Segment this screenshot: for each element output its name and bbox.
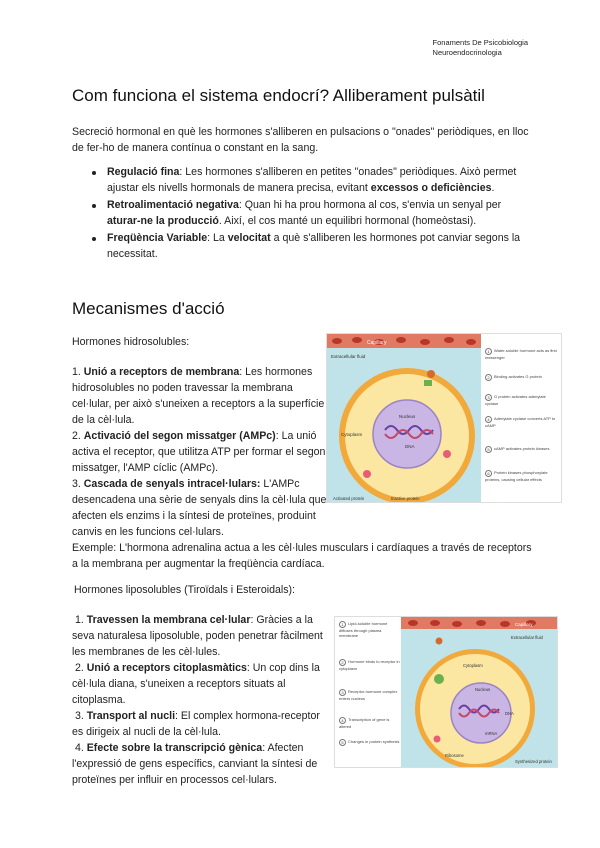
activated-protein-label: Activated protein bbox=[333, 496, 365, 501]
step-text: : Un cop dins la cèl·lula diana, s'uneixen a receptors situats al citoplasma. bbox=[72, 662, 320, 706]
step-item bbox=[72, 708, 332, 740]
legend-item: 4 Adenylate cyclase converts ATP to cAMP bbox=[485, 416, 556, 428]
step-text: : Les hormones hidrosolubles no poden travessar la membrana cel·lular, per això s'uneixen a receptors a la superfície de la cèl·lula. bbox=[72, 366, 325, 426]
figure-legend bbox=[481, 334, 561, 502]
step-number: 1. bbox=[74, 614, 87, 626]
legend-item: 1 Water-soluble hormone acts as first messenger bbox=[485, 348, 557, 360]
step-text: : Gràcies a la seva naturalesa liposoluble, poden penetrar fàcilment les membranes de les cèl·lules. bbox=[72, 614, 323, 658]
legend-item: 2 Hormone binds to receptor in cytoplasm bbox=[339, 659, 400, 671]
figure-water-soluble-hormone bbox=[326, 333, 562, 503]
step-term: Cascada de senyals intracel·lulars: bbox=[83, 478, 261, 490]
hydro-heading: Hormones hidrosolubles: bbox=[72, 336, 190, 348]
nucleus-label: Nucleus bbox=[399, 414, 416, 419]
list-item bbox=[90, 197, 530, 229]
step-term: Unió a receptors de membrana bbox=[83, 366, 240, 378]
step-number: 4. bbox=[74, 742, 87, 754]
step-term: Unió a receptors citoplasmàtics bbox=[86, 662, 247, 674]
bullet-text: . Així, el cos manté un equilibri hormonal (homeòstasi). bbox=[218, 215, 477, 227]
cytoplasm-label: Cytoplasm bbox=[341, 432, 363, 437]
legend-item: 6 Protein kinases phosphorylate proteins, causing cellular effects bbox=[485, 470, 548, 482]
step-text: : El complex hormona-receptor es dirigeix al nucli de la cèl·lula. bbox=[72, 710, 320, 738]
step-text: : Afecten l'expressió de gens específics, canviant la síntesi de proteïnes per influir en processos cel·lulars. bbox=[72, 742, 318, 786]
bullet-term: Regulació fina bbox=[107, 166, 180, 178]
inactive-protein-label: Inactive protein bbox=[391, 496, 420, 501]
legend-item: 5 Changes in protein synthesis bbox=[339, 739, 401, 746]
legend-item: 1 Lipid-soluble hormone diffuses through plasma membrane bbox=[339, 621, 388, 638]
extracellular-label: Extracellular fluid bbox=[331, 354, 366, 359]
capillary-label: Capillary bbox=[367, 340, 387, 346]
legend-item: 2 Binding activates G protein bbox=[485, 374, 559, 381]
step-number: 3. bbox=[72, 478, 84, 490]
bullet-emphasis: velocitat bbox=[227, 232, 271, 244]
step-text: L'AMPc desencadena una sèrie de senyals dins la cèl·lula que afecten els enzims i la síntesi de proteïnes, produint canvis en les funcions cel·lulars. bbox=[72, 478, 327, 538]
capillary-label: Capillary bbox=[515, 622, 533, 627]
step-item bbox=[72, 612, 332, 660]
header-course: Fonaments De Psicobiologia bbox=[432, 38, 528, 47]
step-item bbox=[72, 740, 332, 788]
bullet-text: . bbox=[491, 182, 495, 194]
figure-lipid-soluble-hormone bbox=[334, 616, 558, 768]
step-item bbox=[72, 428, 327, 476]
receptor-complex bbox=[434, 674, 444, 684]
bullet-emphasis: excessos o deficiències bbox=[370, 182, 492, 194]
lipo-heading: Hormones liposolubles (Tiroïdals i Esteroidals): bbox=[74, 584, 295, 596]
step-item bbox=[72, 660, 332, 708]
bullet-emphasis: aturar-ne la producció bbox=[107, 215, 219, 227]
step-item bbox=[72, 476, 327, 540]
dna-label: DNA bbox=[505, 711, 514, 716]
hormone-molecule bbox=[436, 638, 443, 645]
receptor bbox=[424, 380, 432, 386]
cytoplasm-label: Cytoplasm bbox=[463, 663, 483, 668]
page-header bbox=[433, 38, 528, 58]
nucleus-label: Nucleus bbox=[475, 687, 491, 692]
features-list bbox=[90, 164, 530, 263]
bullet-term: Freqüència Variable bbox=[107, 232, 208, 244]
step-term: Travessen la membrana cel·lular bbox=[86, 614, 251, 626]
ribosome bbox=[434, 736, 441, 743]
step-term: Activació del segon missatger (AMPc) bbox=[83, 430, 276, 442]
ribosome-label: Ribosome bbox=[445, 753, 464, 758]
bullet-term: Retroalimentació negativa bbox=[107, 199, 239, 211]
intro-paragraph: Secreció hormonal en què les hormones s'alliberen en pulsacions o "onades" periòdiques, en lloc de fer-ho de manera contínua o constant en la sang. bbox=[72, 126, 529, 154]
header-topic: Neuroendocrinologia bbox=[432, 48, 502, 57]
legend-item: 3 Receptor-hormone complex enters nucleus bbox=[339, 689, 398, 701]
mrna-label: mRNA bbox=[485, 731, 498, 736]
step-number: 2. bbox=[74, 662, 87, 674]
legend-item: 3 G protein activates adenylate cyclase bbox=[485, 394, 546, 406]
section-title: Mecanismes d'acció bbox=[72, 299, 225, 318]
hormone-molecule bbox=[427, 370, 435, 378]
page-title: Com funciona el sistema endocrí? Alliberament pulsàtil bbox=[72, 86, 485, 105]
step-number: 1. bbox=[72, 366, 84, 378]
extracellular-label: Extracellular fluid bbox=[511, 635, 543, 640]
legend-item: 4 Transcription of gene is altered bbox=[339, 717, 390, 729]
lipo-steps bbox=[72, 612, 332, 788]
bullet-text: : Les hormones s'alliberen en petites "onades" periòdiques. Això permet ajustar els nivells hormonals de manera precisa, evitant bbox=[107, 166, 517, 194]
step-number: 2. bbox=[72, 430, 84, 442]
dna-label: DNA bbox=[405, 444, 415, 449]
legend-item: 5 cAMP activates protein kinases bbox=[485, 446, 559, 453]
list-item bbox=[90, 230, 530, 262]
bullet-text: : Quan hi ha prou hormona al cos, s'envia un senyal per bbox=[238, 199, 502, 211]
protein-label: Synthesized protein bbox=[515, 759, 552, 764]
step-term: Efecte sobre la transcripció gènica bbox=[86, 742, 263, 754]
protein-kinase bbox=[443, 450, 451, 458]
step-term: Transport al nucli bbox=[86, 710, 176, 722]
example-paragraph: Exemple: L'hormona adrenalina actua a les cèl·lules musculars i cardíaques a través de receptors a la membrana per augmentar la freqüència cardíaca. bbox=[72, 542, 532, 570]
list-item bbox=[90, 164, 530, 196]
activated-protein bbox=[363, 470, 371, 478]
figure-legend bbox=[335, 617, 399, 768]
nucleus bbox=[373, 400, 441, 468]
bullet-text: : La bbox=[207, 232, 228, 244]
step-item bbox=[72, 364, 327, 428]
step-number: 3. bbox=[74, 710, 87, 722]
bullet-text: a què s'alliberen les hormones pot canviar segons la necessitat. bbox=[107, 232, 521, 260]
hydro-steps bbox=[72, 364, 327, 540]
step-text: : La unió activa el receptor, que utilitza ATP per formar el segon missatger, l'AMP cíclic (AMPc). bbox=[72, 430, 326, 474]
